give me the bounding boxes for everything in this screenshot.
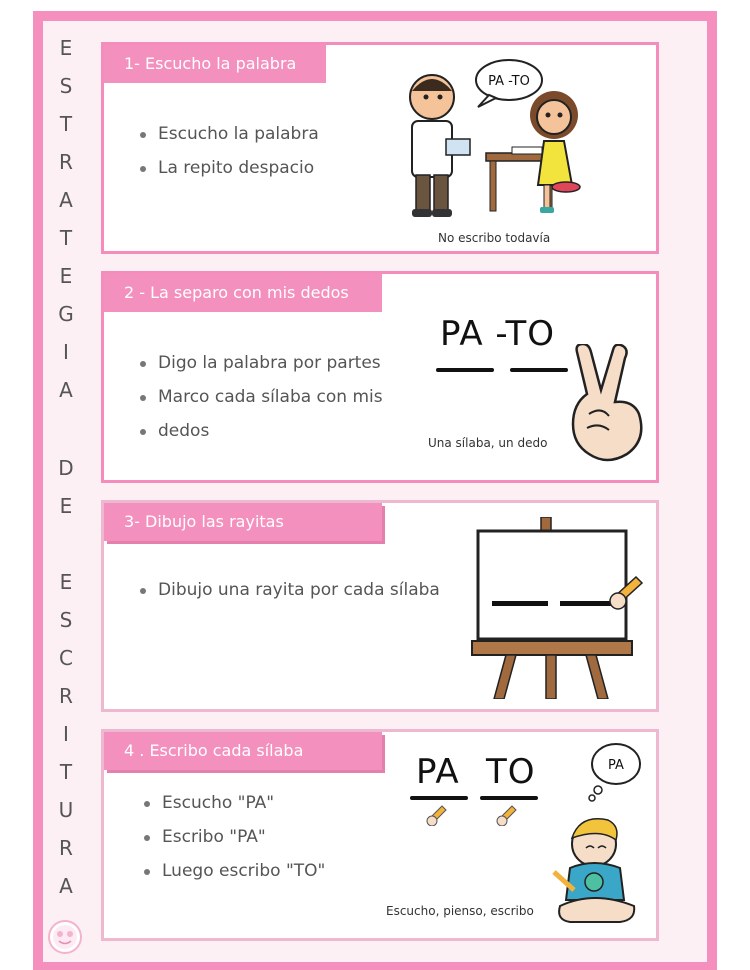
list-item: Luego escribo "TO" — [142, 854, 325, 888]
step-4-list — [142, 786, 325, 888]
side-letter: U — [58, 798, 74, 822]
brand-logo — [48, 920, 82, 954]
step-card-1 — [101, 42, 659, 254]
step-1-caption: No escribo todavía — [438, 231, 551, 245]
side-letter: R — [59, 150, 73, 174]
pencil-hand-icon — [424, 804, 448, 826]
step-3-list — [138, 573, 440, 607]
step-4-caption: Escucho, pienso, escribo — [386, 904, 534, 918]
step-card-3 — [101, 500, 659, 712]
side-letter: E — [59, 494, 73, 518]
step-1-list — [138, 117, 319, 185]
teacher-and-student-illustration — [394, 55, 634, 225]
step-card-4 — [101, 729, 659, 941]
logo-icon — [50, 922, 80, 952]
syllable-pa: PA — [416, 752, 460, 792]
syllable-line — [410, 796, 468, 800]
side-letter: S — [59, 74, 73, 98]
side-letter: A — [59, 378, 73, 402]
side-letter: C — [59, 646, 73, 670]
list-item: Escribo "PA" — [142, 820, 325, 854]
side-letter: A — [59, 188, 73, 212]
list-item: Escucho "PA" — [142, 786, 325, 820]
side-letter: R — [59, 684, 73, 708]
syllable-line — [436, 368, 494, 372]
side-letter: T — [59, 226, 73, 250]
step-1-title: 1- Escucho la palabra — [104, 45, 326, 83]
list-item: Dibujo una rayita por cada sílaba — [138, 573, 440, 607]
speech-bubble-text: PA -TO — [488, 74, 530, 89]
list-item: dedos — [138, 414, 383, 448]
side-letter: E — [59, 264, 73, 288]
step-2-title: 2 - La separo con mis dedos — [104, 274, 382, 312]
pencil-hand-icon — [494, 804, 518, 826]
step-2-list — [138, 346, 383, 448]
list-item: Digo la palabra por partes — [138, 346, 383, 380]
side-letter: D — [58, 456, 74, 480]
side-letter: S — [59, 608, 73, 632]
side-letter: A — [59, 874, 73, 898]
list-item: Marco cada sílaba con mis — [138, 380, 383, 414]
step-3-title: 3- Dibujo las rayitas — [104, 503, 382, 541]
syllable-line — [480, 796, 538, 800]
two-fingers-hand-icon — [567, 344, 647, 464]
list-item: Escucho la palabra — [138, 117, 319, 151]
thinking-boy-illustration — [550, 740, 650, 930]
side-letter: I — [63, 722, 69, 746]
step-4-title: 4 . Escribo cada sílaba — [104, 732, 382, 770]
syllable-line — [510, 368, 568, 372]
page-bottom-border — [33, 962, 717, 970]
side-letter: E — [59, 36, 73, 60]
step-2-caption: Una sílaba, un dedo — [428, 436, 548, 450]
side-letter: T — [59, 112, 73, 136]
thought-bubble-text: PA — [608, 758, 624, 773]
side-letter: I — [63, 340, 69, 364]
side-letter: E — [59, 570, 73, 594]
side-letter: R — [59, 836, 73, 860]
list-item: La repito despacio — [138, 151, 319, 185]
side-letter: G — [58, 302, 74, 326]
syllable-word: PA -TO — [440, 314, 556, 354]
easel-board-illustration — [466, 517, 646, 699]
step-card-2 — [101, 271, 659, 483]
side-letter: T — [59, 760, 73, 784]
syllable-to: TO — [486, 752, 536, 792]
